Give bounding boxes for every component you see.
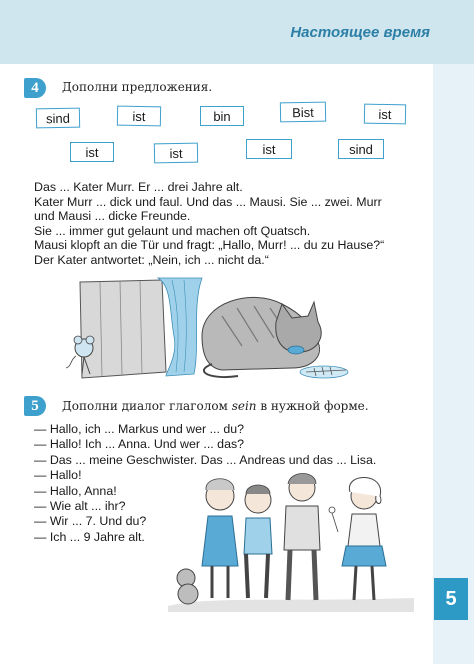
dialog-line: — Wir ... 7. Und du? bbox=[34, 514, 147, 529]
exercise-4-instruction: Дополни предложения. bbox=[62, 80, 213, 94]
instruction-text: в нужной форме. bbox=[256, 399, 369, 413]
text-line: Das ... Kater Murr. Er ... drei Jahre alt. bbox=[34, 180, 243, 194]
word-card: ist bbox=[246, 139, 292, 159]
dialog-line: — Wie alt ... ihr? bbox=[34, 499, 126, 514]
exercise-4-text bbox=[34, 180, 384, 268]
children-illustration bbox=[168, 466, 414, 614]
page-title: Настоящее время bbox=[290, 24, 430, 41]
word-card: ist bbox=[117, 106, 161, 127]
instruction-verb: sein bbox=[231, 399, 257, 413]
exercise-5-instruction bbox=[62, 399, 369, 413]
text-line: Der Kater antwortet: „Nein, ich ... nicht da.“ bbox=[34, 252, 269, 267]
text-line: Kater Murr ... dick und faul. Und das ... Mausi. Sie ... zwei. Murr bbox=[34, 194, 382, 209]
word-card: ist bbox=[154, 143, 198, 164]
word-card: bin bbox=[200, 106, 244, 126]
dialog-line: — Hallo, ich ... Markus und wer ... du? bbox=[34, 422, 245, 436]
text-line: Sie ... immer gut gelaunt und machen oft Quatsch. bbox=[34, 223, 311, 238]
word-card: ist bbox=[364, 104, 406, 125]
word-card: Bist bbox=[280, 102, 326, 123]
dialog-line: — Hallo! Ich ... Anna. Und wer ... das? bbox=[34, 437, 245, 452]
side-strip bbox=[433, 64, 474, 664]
text-line: und Mausi ... dicke Freunde. bbox=[34, 209, 191, 224]
instruction-text: Дополни диалог глаголом bbox=[62, 399, 232, 413]
exercise-4-number: 4 bbox=[24, 78, 46, 98]
cat-mouse-illustration bbox=[62, 276, 358, 388]
dialog-line: — Hallo, Anna! bbox=[34, 483, 117, 498]
page-number: 5 bbox=[434, 578, 468, 620]
dialog-line: — Das ... meine Geschwister. Das ... Andreas und das ... Lisa. bbox=[34, 452, 377, 467]
text-line: Mausi klopft an die Tür und fragt: „Hallo, Murr! ... du zu Hause?“ bbox=[34, 238, 385, 253]
word-card: ist bbox=[70, 142, 114, 162]
dialog-line: — Hallo! bbox=[34, 468, 82, 483]
dialog-line: — Ich ... 9 Jahre alt. bbox=[34, 529, 145, 544]
word-card: sind bbox=[338, 139, 384, 159]
exercise-5-number: 5 bbox=[24, 396, 46, 416]
word-card: sind bbox=[36, 108, 80, 129]
